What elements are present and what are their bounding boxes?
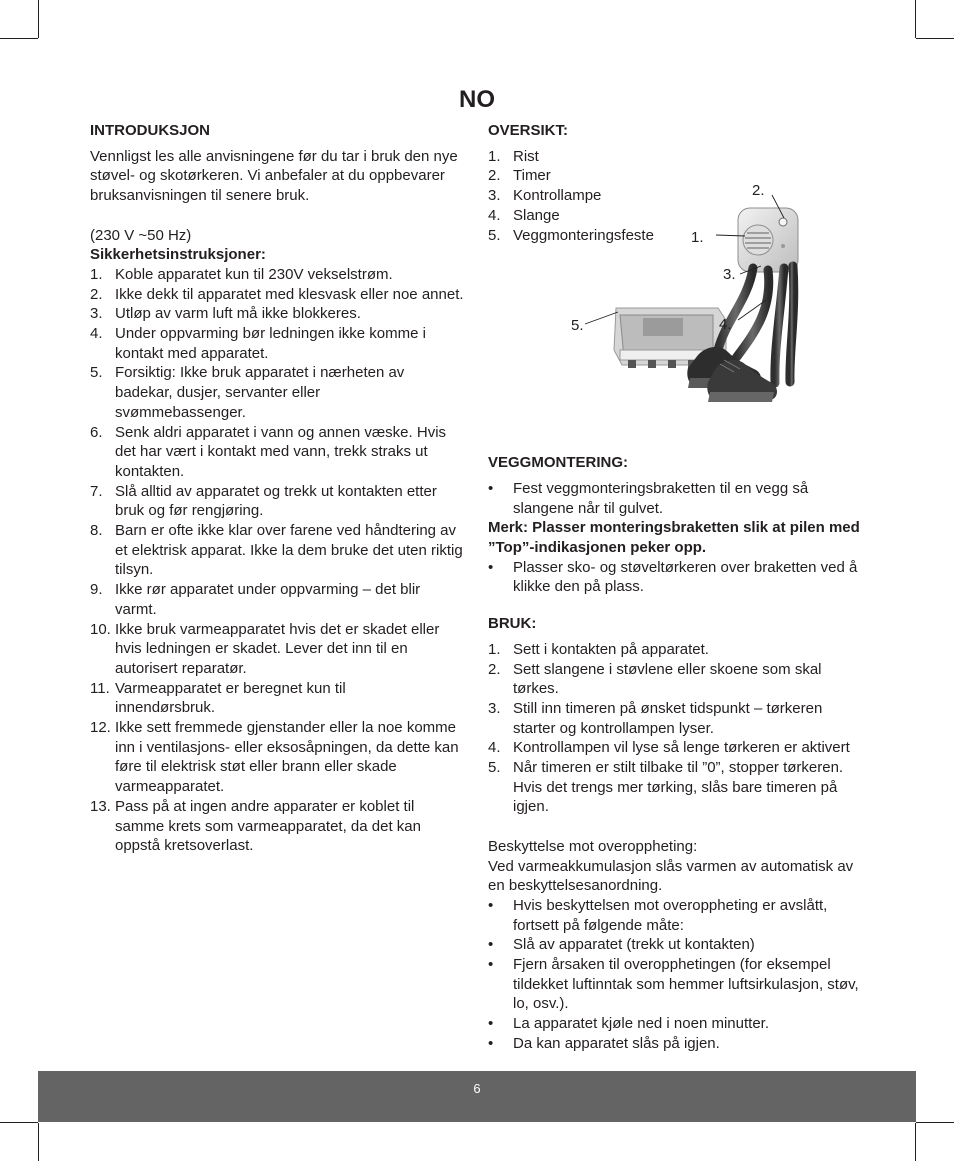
safety-list bbox=[90, 265, 465, 856]
list-item: 13. Pass på at ingen andre apparater er koblet til samme krets som varmeapparatet, da det kan oppstå kretsoverlast. bbox=[90, 797, 421, 855]
crop-mark bbox=[915, 1123, 916, 1161]
list-item: 12. Ikke sett fremmede gjenstander eller la noe komme inn i ventilasjons- eller eksosåpningen, da dette kan føre til elektrisk støt eller brann eller skade varmeapparatet. bbox=[90, 719, 459, 796]
shoes-image bbox=[687, 347, 777, 402]
list-item: • Fjern årsaken til overopphetingen (for eksempel tildekket luftinntak som hemmer luftsirkulasjon, støv, lo, osv.). bbox=[488, 956, 859, 1013]
protection-text: Ved varmeakkumulasjon slås varmen av automatisk av en beskyttelsesanordning. bbox=[488, 857, 854, 895]
list-item: 6. Senk aldri apparatet i vann og annen væske. Hvis det har vært i kontakt med vann, trekk straks ut kontakten. bbox=[90, 423, 447, 480]
list-item: 5. Forsiktig: Ikke bruk apparatet i nærheten av badekar, dusjer, servanter eller svømmebassenger. bbox=[90, 364, 405, 421]
dryer-unit-image bbox=[738, 208, 798, 272]
list-item: • Slå av apparatet (trekk ut kontakten) bbox=[488, 936, 755, 954]
crop-mark bbox=[915, 0, 916, 38]
list-item: 1. Koble apparatet kun til 230V vekselstrøm. bbox=[90, 265, 393, 283]
list-item: • Plasser sko- og støveltørkeren over braketten ved å klikke den på plass. bbox=[488, 558, 858, 596]
list-item: 8. Barn er ofte ikke klar over farene ved håndtering av et elektrisk apparat. Ikke la dem bruke det uten riktig tilsyn. bbox=[90, 522, 463, 579]
wall-mount-list bbox=[488, 479, 868, 518]
figure-label-3: 3. bbox=[723, 266, 736, 284]
list-item: 11. Varmeapparatet er beregnet kun til innendørsbruk. bbox=[90, 679, 346, 717]
list-item: 5. Når timeren er stilt tilbake til ”0”, stopper tørkeren. Hvis det trengs mer tørking, slås bare timeren på igjen. bbox=[488, 759, 844, 816]
crop-mark bbox=[0, 38, 38, 39]
list-item: 4. Under oppvarming bør ledningen ikke komme i kontakt med apparatet. bbox=[90, 325, 426, 362]
use-list bbox=[488, 640, 868, 817]
list-item: 7. Slå alltid av apparatet og trekk ut kontakten etter bruk og før rengjøring. bbox=[90, 482, 437, 520]
list-item: 3. Still inn timeren på ønsket tidspunkt – tørkeren starter og kontrollampen lyser. bbox=[488, 699, 823, 737]
safety-heading: Sikkerhetsinstruksjoner: bbox=[90, 246, 266, 264]
language-heading: NO bbox=[459, 86, 495, 113]
shoe-dryer-image bbox=[548, 150, 878, 425]
crop-mark bbox=[0, 1122, 38, 1123]
list-item: 9. Ikke rør apparatet under oppvarming – det blir varmt. bbox=[90, 581, 421, 618]
wall-mount-list-2 bbox=[488, 558, 868, 597]
wall-mount-note: Merk: Plasser monteringsbraketten slik at pilen med ”Top”-indikasjonen peker opp. bbox=[488, 519, 860, 557]
list-item: • La apparatet kjøle ned i noen minutter. bbox=[488, 1015, 769, 1033]
list-item: 4. Slange bbox=[488, 206, 560, 224]
list-item: 2. Timer bbox=[488, 167, 551, 185]
list-item: 2. Sett slangene i støvlene eller skoene som skal tørkes. bbox=[488, 660, 822, 698]
figure-label-1: 1. bbox=[691, 229, 704, 247]
product-illustration bbox=[548, 150, 878, 425]
list-item: 2. Ikke dekk til apparatet med klesvask eller noe annet. bbox=[90, 285, 464, 303]
wall-mount-heading: VEGGMONTERING: bbox=[488, 454, 629, 472]
figure-label-2: 2. bbox=[752, 182, 765, 200]
protection-heading: Beskyttelse mot overoppheting: bbox=[488, 837, 698, 855]
right-column bbox=[488, 121, 868, 1054]
page-number: 6 bbox=[473, 1081, 481, 1096]
crop-mark bbox=[38, 0, 39, 38]
crop-mark bbox=[916, 1122, 954, 1123]
crop-mark bbox=[916, 38, 954, 39]
crop-mark bbox=[38, 1123, 39, 1161]
list-item: 3. Kontrollampe bbox=[488, 187, 602, 205]
figure-label-5: 5. bbox=[571, 317, 584, 335]
list-item: • Hvis beskyttelsen mot overoppheting er avslått, fortsett på følgende måte: bbox=[488, 896, 828, 934]
list-item: 3. Utløp av varm luft må ikke blokkeres. bbox=[90, 305, 361, 323]
overview-heading: OVERSIKT: bbox=[488, 122, 569, 139]
page-footer-bar bbox=[38, 1071, 916, 1122]
intro-heading: INTRODUKSJON bbox=[90, 122, 211, 139]
list-item: 4. Kontrollampen vil lyse så lenge tørkeren er aktivert bbox=[488, 739, 850, 757]
list-item: • Fest veggmonteringsbraketten til en vegg så slangene når til gulvet. bbox=[488, 479, 809, 517]
intro-text: Vennligst les alle anvisningene før du tar i bruk den nye støvel- og skotørkeren. Vi anbefaler at du oppbevarer bruksanvisningen til senere bruk. bbox=[90, 147, 458, 205]
use-heading: BRUK: bbox=[488, 615, 537, 633]
list-item: 5. Veggmonteringsfeste bbox=[488, 226, 654, 244]
left-column bbox=[90, 121, 465, 856]
protection-list bbox=[488, 896, 868, 1054]
figure-label-4: 4. bbox=[719, 316, 732, 334]
list-item: 1. Sett i kontakten på apparatet. bbox=[488, 640, 709, 658]
list-item: 10. Ikke bruk varmeapparatet hvis det er skadet eller hvis ledningen er skadet. Lever det inn til en autorisert reparatør. bbox=[90, 620, 440, 677]
list-item: 1. Rist bbox=[488, 147, 539, 165]
voltage-text: (230 V ~50 Hz) bbox=[90, 226, 192, 244]
list-item: • Da kan apparatet slås på igjen. bbox=[488, 1034, 720, 1052]
